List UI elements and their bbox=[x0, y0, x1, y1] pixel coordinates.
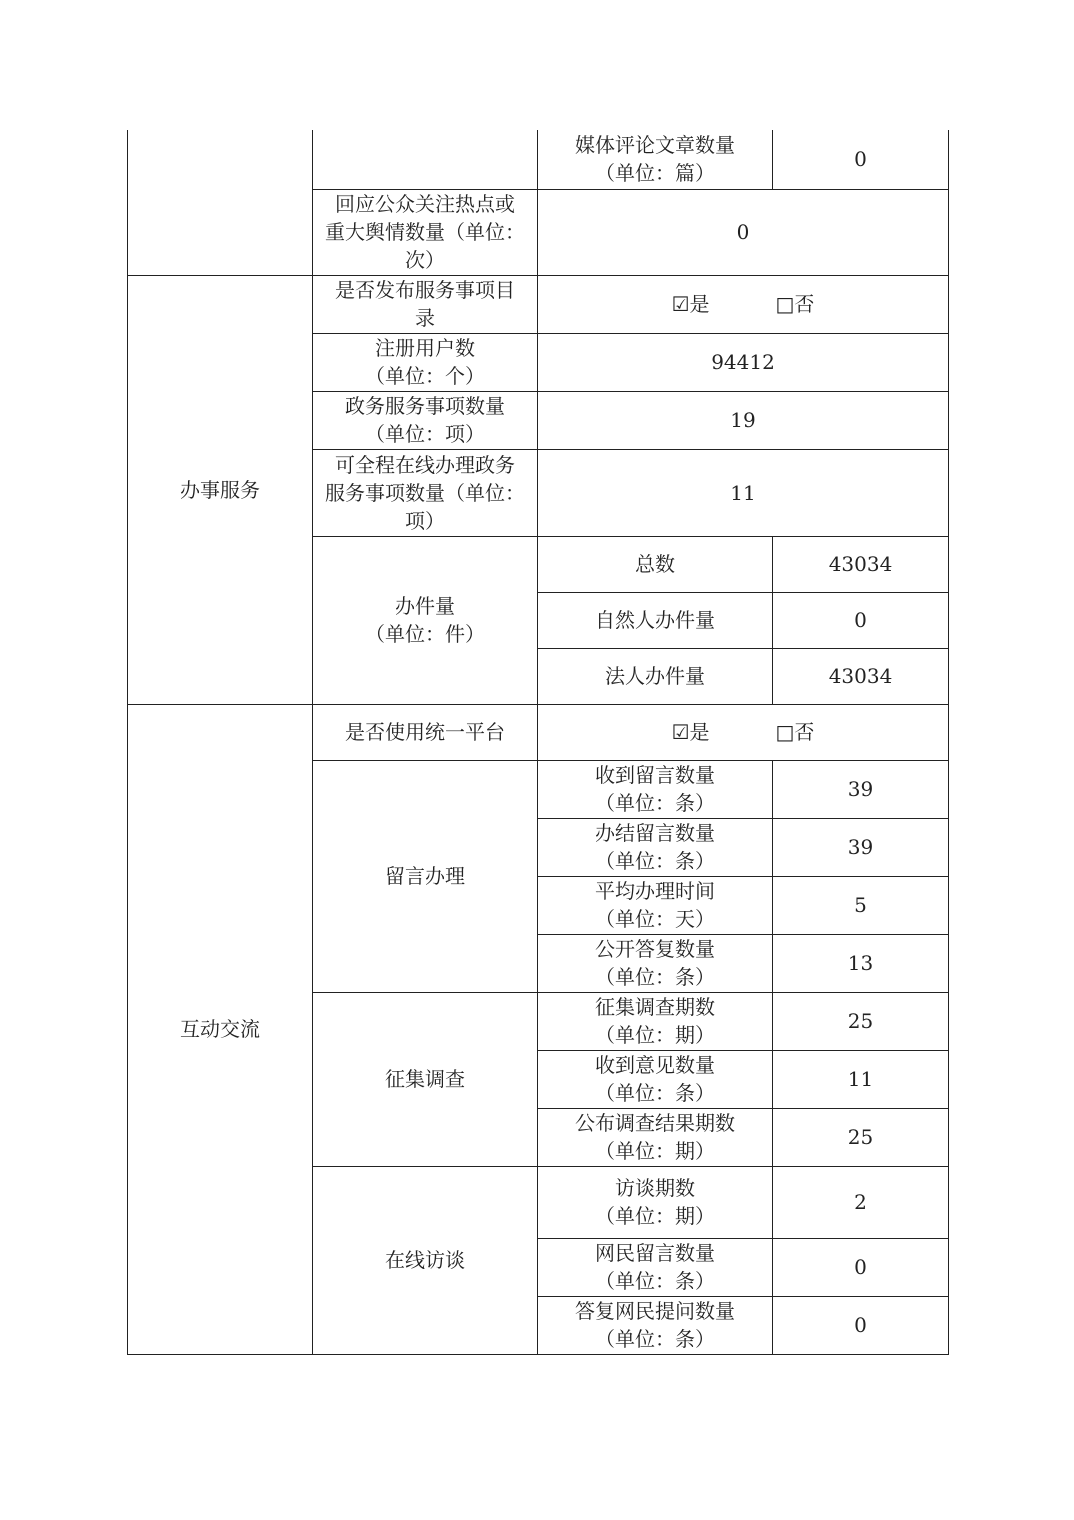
checkbox-no-unchecked: □否 bbox=[775, 720, 815, 744]
platform-label: 是否使用统一平台 bbox=[313, 704, 538, 760]
platform-choice bbox=[538, 704, 949, 760]
section-label-service: 办事服务 bbox=[128, 275, 313, 704]
survey-results-label: 公布调查结果期数 （单位：期） bbox=[538, 1108, 773, 1166]
avg-time-label: 平均办理时间 （单位：天） bbox=[538, 876, 773, 934]
cases-total-label: 总数 bbox=[538, 536, 773, 592]
media-articles-label: 媒体评论文章数量 （单位：篇） bbox=[538, 130, 773, 189]
online-items-label: 可全程在线办理政务 服务事项数量（单位： 项） bbox=[313, 449, 538, 536]
survey-periods-label: 征集调查期数 （单位：期） bbox=[538, 992, 773, 1050]
cases-total-value: 43034 bbox=[773, 536, 949, 592]
survey-opinions-label: 收到意见数量 （单位：条） bbox=[538, 1050, 773, 1108]
service-items-label: 政务服务事项数量 （单位：项） bbox=[313, 391, 538, 449]
survey-group-label: 征集调查 bbox=[313, 992, 538, 1166]
messages-group-label: 留言办理 bbox=[313, 760, 538, 992]
service-catalog-choice bbox=[538, 275, 949, 333]
messages-received-value: 39 bbox=[773, 760, 949, 818]
hotspot-response-value: 0 bbox=[538, 189, 949, 275]
section-label-interaction: 互动交流 bbox=[128, 704, 313, 1354]
registered-users-label: 注册用户数 （单位：个） bbox=[313, 333, 538, 391]
survey-periods-value: 25 bbox=[773, 992, 949, 1050]
row-media-articles bbox=[128, 130, 949, 189]
cases-natural-label: 自然人办件量 bbox=[538, 592, 773, 648]
checkbox-no-unchecked: □否 bbox=[775, 292, 815, 316]
interview-sessions-label: 访谈期数 （单位：期） bbox=[538, 1166, 773, 1238]
interview-sessions-value: 2 bbox=[773, 1166, 949, 1238]
group-cell-continued bbox=[313, 130, 538, 189]
messages-received-label: 收到留言数量 （单位：条） bbox=[538, 760, 773, 818]
public-reply-label: 公开答复数量 （单位：条） bbox=[538, 934, 773, 992]
netizen-messages-label: 网民留言数量 （单位：条） bbox=[538, 1238, 773, 1296]
gov-affairs-report-table bbox=[127, 130, 949, 1355]
cases-legal-label: 法人办件量 bbox=[538, 648, 773, 704]
online-items-value: 11 bbox=[538, 449, 949, 536]
cases-legal-value: 43034 bbox=[773, 648, 949, 704]
registered-users-value: 94412 bbox=[538, 333, 949, 391]
service-catalog-label: 是否发布服务事项目 录 bbox=[313, 275, 538, 333]
netizen-messages-value: 0 bbox=[773, 1238, 949, 1296]
messages-done-label: 办结留言数量 （单位：条） bbox=[538, 818, 773, 876]
interview-group-label: 在线访谈 bbox=[313, 1166, 538, 1354]
netizen-replies-label: 答复网民提问数量 （单位：条） bbox=[538, 1296, 773, 1354]
public-reply-value: 13 bbox=[773, 934, 949, 992]
checkbox-yes-checked: ☑是 bbox=[671, 292, 710, 316]
checkbox-yes-checked: ☑是 bbox=[671, 720, 710, 744]
hotspot-response-label: 回应公众关注热点或 重大舆情数量（单位： 次） bbox=[313, 189, 538, 275]
survey-results-value: 25 bbox=[773, 1108, 949, 1166]
cases-natural-value: 0 bbox=[773, 592, 949, 648]
cases-label: 办件量 （单位：件） bbox=[313, 536, 538, 704]
service-items-value: 19 bbox=[538, 391, 949, 449]
avg-time-value: 5 bbox=[773, 876, 949, 934]
row-service-catalog bbox=[128, 275, 949, 333]
messages-done-value: 39 bbox=[773, 818, 949, 876]
netizen-replies-value: 0 bbox=[773, 1296, 949, 1354]
survey-opinions-value: 11 bbox=[773, 1050, 949, 1108]
section-cell-continued bbox=[128, 130, 313, 275]
row-unified-platform bbox=[128, 704, 949, 760]
media-articles-value: 0 bbox=[773, 130, 949, 189]
